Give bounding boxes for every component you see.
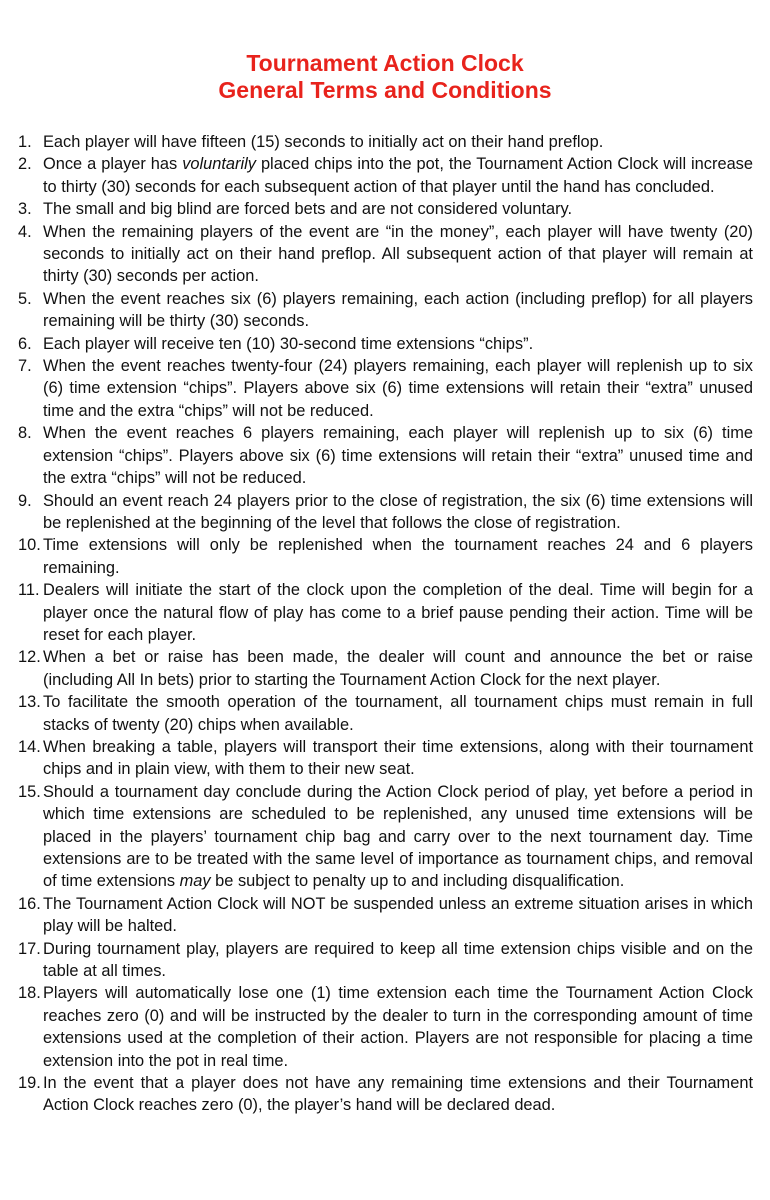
term-text: To facilitate the smooth operation of the tournament, all tournament chips must remain in full stacks of twenty (20) chips when available. <box>43 693 753 734</box>
term-item <box>18 288 753 333</box>
term-text: Each player will receive ten (10) 30-second time extensions “chips”. <box>43 334 534 353</box>
term-text: The small and big blind are forced bets and are not considered voluntary. <box>43 200 573 219</box>
term-number: 11. <box>18 581 40 600</box>
term-number: 12. <box>18 648 41 667</box>
term-item <box>18 131 753 153</box>
term-item <box>18 355 753 422</box>
term-item <box>18 893 753 938</box>
term-number: 7. <box>18 357 32 376</box>
term-item <box>18 646 753 691</box>
terms-list <box>18 131 753 1117</box>
term-text: Each player will have fifteen (15) seconds to initially act on their hand preflop. <box>43 133 604 151</box>
term-text: Should an event reach 24 players prior to the close of registration, the six (6) time extensions will be replenished at the beginning of the level that follows the close of registration. <box>43 491 753 532</box>
term-number: 17. <box>18 939 41 958</box>
term-number: 3. <box>18 200 32 219</box>
term-text: During tournament play, players are required to keep all time extension chips visible and on the table at all times. <box>43 939 753 981</box>
term-item <box>18 982 753 1072</box>
term-item <box>18 691 753 736</box>
term-item <box>18 579 753 646</box>
term-text: When the event reaches twenty-four (24) players remaining, each player will replenish up to six (6) time extension “chips”. Players above six (6) time extensions will retain their “extra” unused time and the extra “chips” will not be reduced. <box>43 357 753 420</box>
term-text: When the event reaches six (6) players remaining, each action (including preflop) for all players remaining will be thirty (30) seconds. <box>43 289 753 331</box>
document-title: Tournament Action Clock <box>246 50 524 76</box>
term-text-part: be subject to penalty up to and including disqualification. <box>210 872 625 891</box>
term-number: 8. <box>18 424 32 443</box>
term-number: 15. <box>18 782 41 801</box>
term-text: When breaking a table, players will transport their time extensions, along with their tournament chips and in plain view, with them to their new seat. <box>43 737 753 779</box>
term-item <box>18 333 753 355</box>
term-item <box>18 1072 753 1117</box>
term-number: 19. <box>18 1074 41 1093</box>
term-item <box>18 198 753 220</box>
term-text-part: placed chips into the pot, the Tournament Action Clock will increase to thirty (30) seconds for each subsequent action of that player until the hand has concluded. <box>43 155 753 196</box>
term-number: 6. <box>18 334 32 353</box>
term-number: 14. <box>18 737 41 756</box>
term-item <box>18 534 753 579</box>
term-item <box>18 938 753 983</box>
term-item <box>18 736 753 781</box>
term-text-part: Should a tournament day conclude during the Action Clock period of play, yet before a period in which time extensions are scheduled to be replenished, any unused time extensions will be placed in the players’ tournament chip bag and carry over to the next tournament day. Time extensions are to be treated with the same level of importance as tournament chips, and removal of time extensions <box>43 782 753 891</box>
term-text: Dealers will initiate the start of the clock upon the completion of the deal. Time will begin for a player once the natural flow of play has come to a brief pause pending their action. Time will be reset for each player. <box>43 581 753 644</box>
term-item <box>18 221 753 288</box>
term-text: In the event that a player does not have any remaining time extensions and their Tournament Action Clock reaches zero (0), the player’s hand will be declared dead. <box>43 1074 753 1115</box>
term-text: When the remaining players of the event are “in the money”, each player will have twenty (20) seconds to initially act on their hand preflop. All subsequent action of that player will remain at thirty (30) seconds per action. <box>43 222 753 286</box>
term-number: 10. <box>18 536 41 555</box>
term-text: When a bet or raise has been made, the dealer will count and announce the bet or raise (including All In bets) prior to starting the Tournament Action Clock for the next player. <box>43 648 753 689</box>
term-item <box>18 781 753 893</box>
term-emphasis: may <box>179 872 211 891</box>
term-text: When the event reaches 6 players remaining, each player will replenish up to six (6) time extension “chips”. Players above six (6) time extensions will retain their “extra” unused time and the extra “chips” will not be reduced. <box>43 424 753 488</box>
term-text-part: Once a player has <box>43 155 183 174</box>
term-text: Players will automatically lose one (1) time extension each time the Tournament Action Clock reaches zero (0) and will be instructed by the dealer to turn in the corresponding amount of time extensions used at the completion of their action. Players are not responsible for placing a time extension into the pot in real time. <box>43 984 753 1070</box>
term-number: 2. <box>18 155 32 174</box>
term-text: Time extensions will only be replenished when the tournament reaches 24 and 6 players remaining. <box>43 536 753 577</box>
term-number: 5. <box>18 289 32 308</box>
term-number: 1. <box>18 133 32 151</box>
term-emphasis: voluntarily <box>182 155 256 174</box>
term-number: 4. <box>18 222 32 241</box>
term-number: 18. <box>18 984 41 1003</box>
term-item <box>18 422 753 489</box>
term-number: 9. <box>18 491 32 510</box>
term-number: 16. <box>18 894 41 913</box>
term-item <box>18 153 753 198</box>
term-item <box>18 490 753 535</box>
term-number: 13. <box>18 693 41 712</box>
term-text: The Tournament Action Clock will NOT be suspended unless an extreme situation arises in which play will be halted. <box>43 894 753 936</box>
document-subtitle: General Terms and Conditions <box>218 77 552 103</box>
